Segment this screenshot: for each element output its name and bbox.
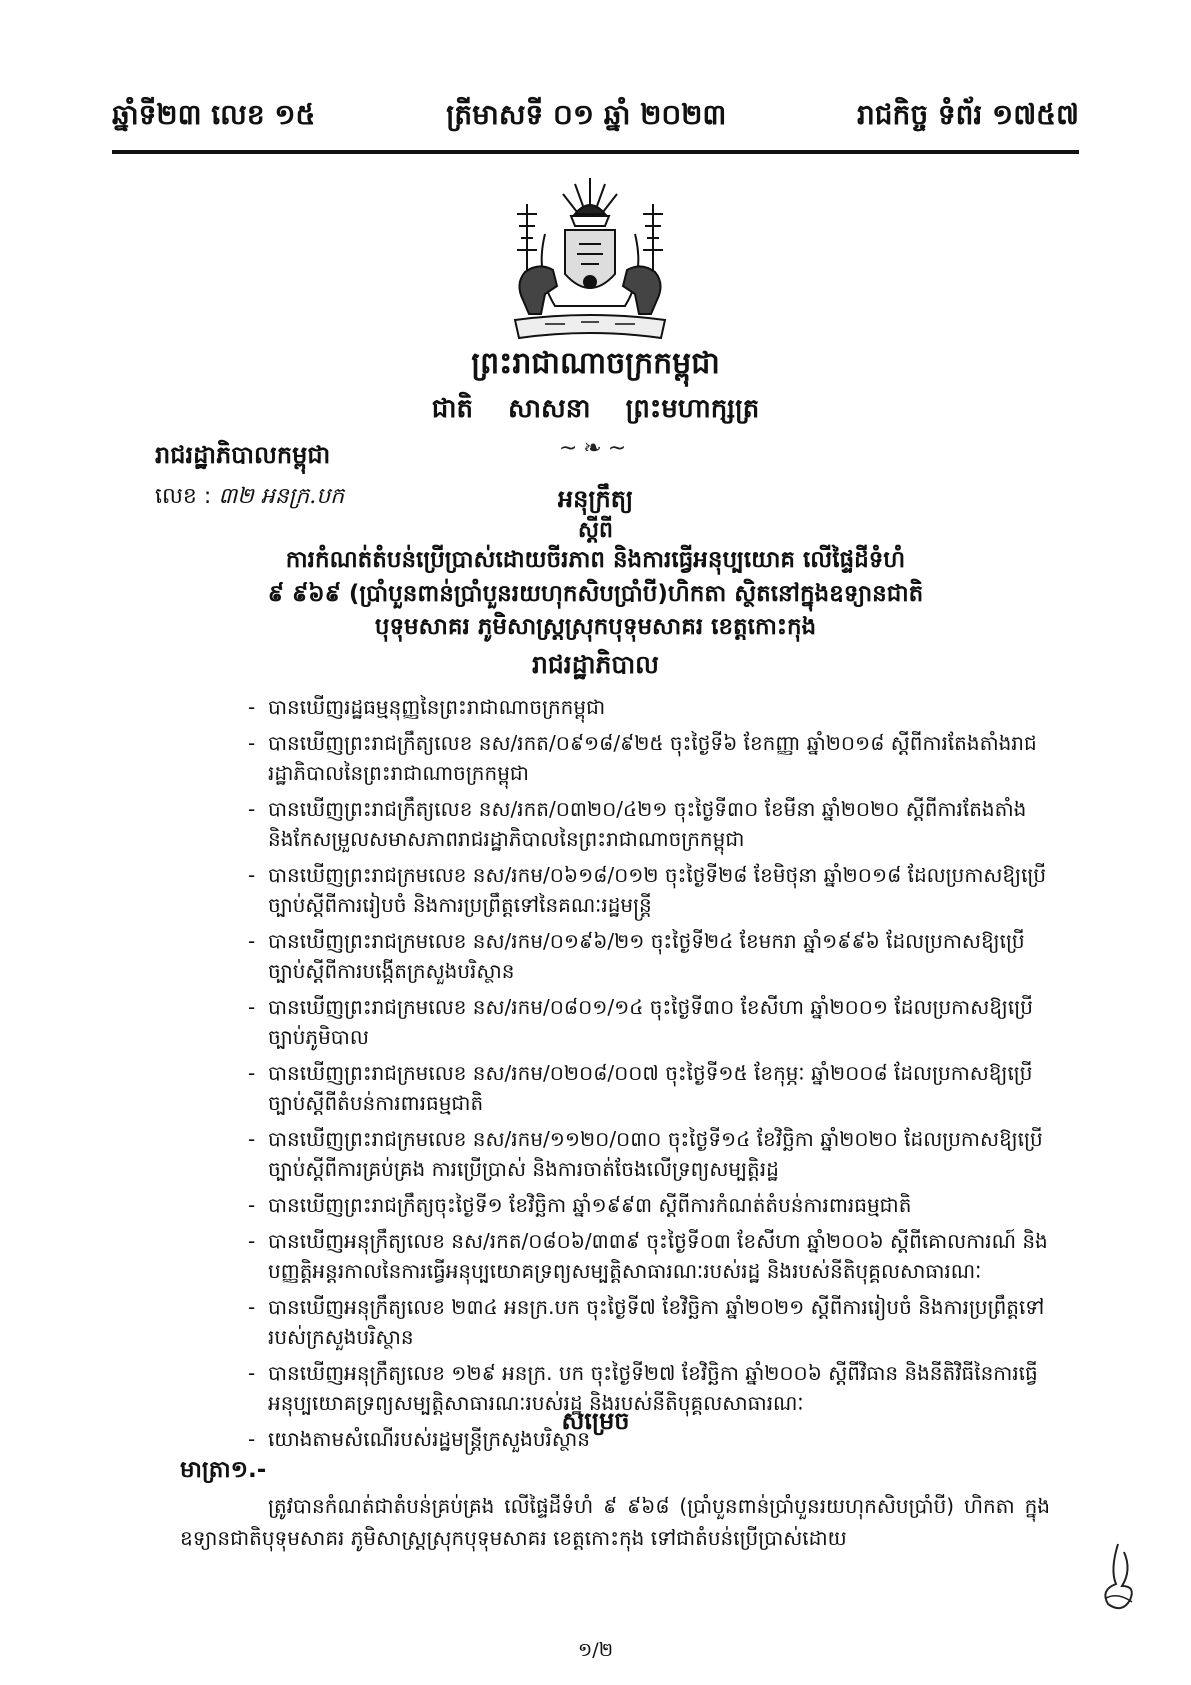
ornament-divider: ~❧~ (558, 436, 633, 461)
preamble-clause: - បានឃើញព្រះរាជក្រមលេខ នស/រកម/១១២០/០៣០ ចុះថ្ងៃទី១៤ ខែវិច្ឆិកា ឆ្នាំ២០២០ ដែលប្រកាសឱ្យប្រើច្បាប់ស្ដីពីការគ្រប់គ្រង ការប្រើប្រាស់ និងការចាត់ចែងលើទ្រព្យសម្បត្តិរដ្ឋ (248, 1124, 1048, 1184)
decision-heading: សម្រេច (561, 1407, 630, 1435)
preamble-clause: - បានឃើញព្រះរាជក្រឹត្យចុះថ្ងៃទី១ ខែវិច្ឆិកា ឆ្នាំ១៩៩៣ ស្ដីពីការកំណត់តំបន់ការពារធម្មជាតិ (248, 1190, 1048, 1220)
article-body: ត្រូវបានកំណត់ជាតំបន់គ្រប់គ្រង លើផ្ទៃដីទំហំ ៩ ៩៦៨ (ប្រាំបួនពាន់ប្រាំបួនរយហុកសិបប្រាំបី) ហិកតា ក្នុងឧទ្យានជាតិបុទុមសាគរ ភូមិសាស្ត្រស្រុកបុទុមសាគរ ខេត្តកោះកុង ទៅជាតំបន់ប្រើប្រាស់ដោយ (180, 1494, 1050, 1550)
gazette-year-issue: ឆ្នាំទី២៣ លេខ ១៥ (112, 97, 316, 131)
kingdom-name: ព្រះរាជាណាចក្រកម្ពុជា (471, 346, 720, 381)
preamble-clause: - យោងតាមសំណើរបស់រដ្ឋមន្ត្រីក្រសួងបរិស្ថាន (248, 1424, 1048, 1454)
document-type: អនុក្រឹត្យ (557, 485, 634, 513)
document-title-line: បុទុមសាគរ ភូមិសាស្ត្រស្រុកបុទុមសាគរ ខេត្តកោះកុង (374, 614, 817, 640)
preamble-clause: - បានឃើញព្រះរាជក្រមលេខ នស/រកម/០១៩៦/២១ ចុះថ្ងៃទី២៤ ខែមករា ឆ្នាំ១៩៩៦ ដែលប្រកាសឱ្យប្រើច្បាប់ស្ដីពីការបង្កើតក្រសួងបរិស្ថាន (248, 926, 1048, 986)
gazette-date: ត្រីមាសទី ០១ ឆ្នាំ ២០២៣ (446, 97, 727, 131)
preamble-clause: - បានឃើញព្រះរាជក្រឹត្យលេខ នស/រកត/០៣២០/៤២១ ចុះថ្ងៃទី៣០ ខែមីនា ឆ្នាំ២០២០ ស្ដីពីការតែងតាំង និងកែសម្រួលសមាសភាពរាជរដ្ឋាភិបាលនៃព្រះរាជាណាចក្រកម្ពុជា (248, 794, 1048, 854)
preamble-clause: - បានឃើញអនុក្រឹត្យលេខ ១២៩ អនក្រ. បក ចុះថ្ងៃទី២៧ ខែវិច្ឆិកា ឆ្នាំ២០០៦ ស្ដីពីវិធាន និងនីតិវិធីនៃការធ្វើអនុប្បយោគទ្រព្យសម្បត្តិសាធារណៈរបស់រដ្ឋ និងរបស់នីតិបុគ្គលសាធារណៈ (248, 1358, 1048, 1418)
header-divider (112, 150, 1079, 154)
gazette-page-number: រាជកិច្ច ទំព័រ ១៧៥៧ (857, 97, 1079, 131)
initials-signature-icon (1088, 1540, 1148, 1620)
preamble-clause: - បានឃើញរដ្ឋធម្មនុញ្ញនៃព្រះរាជាណាចក្រកម្ពុជា (248, 692, 1048, 722)
preamble-clause: - បានឃើញអនុក្រឹត្យលេខ នស/រកត/០៨០៦/៣៣៩ ចុះថ្ងៃទី០៣ ខែសីហា ឆ្នាំ២០០៦ ស្ដីពីគោលការណ៍ និងបញ្ញត្តិអន្តរកាលនៃការធ្វើអនុប្បយោគទ្រព្យសម្បត្តិសាធារណៈរបស់រដ្ឋ និងរបស់នីតិបុគ្គលសាធារណៈ (248, 1226, 1048, 1286)
royal-coat-of-arms-icon (505, 174, 675, 346)
preamble-clause: - បានឃើញព្រះរាជក្រមលេខ នស/រកម/០៨០១/១៤ ចុះថ្ងៃទី៣០ ខែសីហា ឆ្នាំ២០០១ ដែលប្រកាសឱ្យប្រើច្បាប់ភូមិបាល (248, 992, 1048, 1052)
preamble-clause: - បានឃើញព្រះរាជក្រមលេខ នស/រកម/០៦១៨/០១២ ចុះថ្ងៃទី២៨ ខែមិថុនា ឆ្នាំ២០១៨ ដែលប្រកាសឱ្យប្រើច្បាប់ស្ដីពីការរៀបចំ និងការប្រព្រឹត្តទៅនៃគណៈរដ្ឋមន្ត្រី (248, 860, 1048, 920)
preamble-clauses (248, 692, 1048, 1460)
page-number: ១/២ (577, 1639, 614, 1661)
preamble-clause: - បានឃើញព្រះរាជក្រឹត្យលេខ នស/រកត/០៩១៨/៩២៥ ចុះថ្ងៃទី៦ ខែកញ្ញា ឆ្នាំ២០១៨ ស្ដីពីការតែងតាំងរាជរដ្ឋាភិបាលនៃព្រះរាជាណាចក្រកម្ពុជា (248, 728, 1048, 788)
issuing-authority: រាជរដ្ឋាភិបាលកម្ពុជា (155, 441, 331, 469)
decree-number-label: លេខ : (155, 484, 212, 509)
gazette-header (112, 92, 1079, 142)
government-heading: រាជរដ្ឋាភិបាល (532, 650, 659, 679)
document-title-line: ៩ ៩៦៩ (ប្រាំបួនពាន់ប្រាំបួនរយហុកសិបប្រាំបី)ហិកតា ស្ថិតនៅក្នុងឧទ្យានជាតិ (267, 581, 924, 607)
preamble-clause: - បានឃើញអនុក្រឹត្យលេខ ២៣៤ អនក្រ.បក ចុះថ្ងៃទី៧ ខែវិច្ឆិកា ឆ្នាំ២០២១ ស្ដីពីការរៀបចំ និងការប្រព្រឹត្តទៅរបស់ក្រសួងបរិស្ថាន (248, 1292, 1048, 1352)
document-about: ស្ដីពី (578, 518, 613, 543)
decree-number-value: ៣២ អនក្រ.បក (218, 484, 345, 509)
preamble-clause: - បានឃើញព្រះរាជក្រមលេខ នស/រកម/០២០៨/០០៧ ចុះថ្ងៃទី១៥ ខែកុម្ភៈ ឆ្នាំ២០០៨ ដែលប្រកាសឱ្យប្រើច្បាប់ស្ដីពីតំបន់ការពារធម្មជាតិ (248, 1058, 1048, 1118)
national-motto: ជាតិ សាសនា ព្រះមហាក្សត្រ (431, 394, 760, 424)
article-heading: មាត្រា១.- (180, 1457, 267, 1483)
document-title-line: ការកំណត់តំបន់ប្រើប្រាស់ដោយចីរភាព និងការធ្វើអនុប្បយោគ លើផ្ទៃដីទំហំ (285, 547, 906, 573)
